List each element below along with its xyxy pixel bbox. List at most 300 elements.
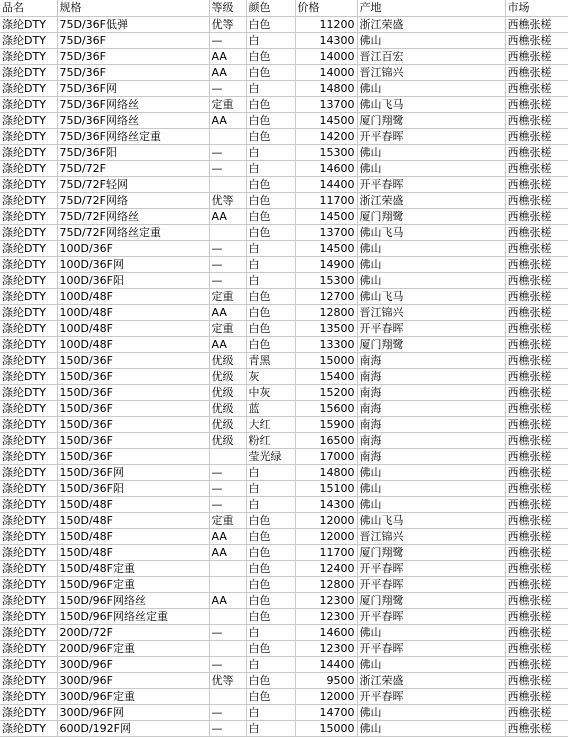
- cell-price: 12000: [295, 528, 357, 544]
- cell-grade: —: [209, 720, 246, 736]
- cell-grade: 定重: [209, 96, 246, 112]
- table-row: [0, 416, 568, 432]
- table-row: [0, 464, 568, 480]
- cell-price: 14400: [295, 176, 357, 192]
- cell-market: 西樵张槎: [505, 384, 568, 400]
- cell-origin: 厦门翔鹭: [357, 208, 505, 224]
- cell-spec: 75D/36F: [57, 48, 209, 64]
- cell-color: 白色: [246, 640, 295, 656]
- header-market: 市场: [505, 0, 568, 16]
- cell-grade: —: [209, 496, 246, 512]
- cell-market: 西樵张槎: [505, 368, 568, 384]
- cell-spec: 100D/36F: [57, 240, 209, 256]
- table-row: [0, 720, 568, 736]
- cell-price: 15000: [295, 720, 357, 736]
- cell-origin: 开平春晖: [357, 560, 505, 576]
- table-row: [0, 560, 568, 576]
- cell-color: 白: [246, 256, 295, 272]
- cell-market: 西樵张槎: [505, 688, 568, 704]
- cell-market: 西樵张槎: [505, 80, 568, 96]
- cell-origin: 开平春晖: [357, 320, 505, 336]
- cell-price: 14600: [295, 624, 357, 640]
- table-row: [0, 544, 568, 560]
- cell-color: 白: [246, 32, 295, 48]
- cell-origin: 佛山: [357, 464, 505, 480]
- cell-color: 白色: [246, 64, 295, 80]
- header-origin: 产地: [357, 0, 505, 16]
- cell-color: 白色: [246, 16, 295, 32]
- table-row: [0, 336, 568, 352]
- cell-spec: 75D/72F网络丝定重: [57, 224, 209, 240]
- table-header-row: [0, 0, 568, 16]
- table-row: [0, 256, 568, 272]
- cell-spec: 600D/192F网: [57, 720, 209, 736]
- cell-spec: 75D/72F网络丝: [57, 208, 209, 224]
- header-grade: 等级: [209, 0, 246, 16]
- cell-price: 15200: [295, 384, 357, 400]
- cell-price: 12300: [295, 608, 357, 624]
- cell-color: 白: [246, 656, 295, 672]
- cell-product-name: 涤纶DTY: [0, 208, 57, 224]
- table-row: [0, 192, 568, 208]
- cell-grade: AA: [209, 64, 246, 80]
- cell-grade: —: [209, 656, 246, 672]
- cell-color: 白色: [246, 224, 295, 240]
- cell-spec: 150D/36F: [57, 352, 209, 368]
- cell-market: 西樵张槎: [505, 144, 568, 160]
- cell-color: 白色: [246, 320, 295, 336]
- cell-product-name: 涤纶DTY: [0, 704, 57, 720]
- cell-product-name: 涤纶DTY: [0, 640, 57, 656]
- cell-origin: 佛山: [357, 720, 505, 736]
- cell-color: 灰: [246, 368, 295, 384]
- cell-spec: 150D/36F: [57, 432, 209, 448]
- cell-origin: 晋江百宏: [357, 48, 505, 64]
- cell-color: 白色: [246, 176, 295, 192]
- table-row: [0, 656, 568, 672]
- cell-price: 11700: [295, 544, 357, 560]
- cell-color: 白色: [246, 688, 295, 704]
- cell-origin: 开平春晖: [357, 176, 505, 192]
- cell-spec: 100D/36F阳: [57, 272, 209, 288]
- table-row: [0, 480, 568, 496]
- cell-product-name: 涤纶DTY: [0, 192, 57, 208]
- cell-origin: 晋江锦兴: [357, 64, 505, 80]
- table-row: [0, 16, 568, 32]
- cell-spec: 150D/36F: [57, 384, 209, 400]
- cell-market: 西樵张槎: [505, 448, 568, 464]
- cell-spec: 300D/96F定重: [57, 688, 209, 704]
- cell-origin: 厦门翔鹭: [357, 112, 505, 128]
- cell-market: 西樵张槎: [505, 512, 568, 528]
- cell-grade: [209, 688, 246, 704]
- cell-price: 14500: [295, 240, 357, 256]
- cell-price: 14800: [295, 80, 357, 96]
- cell-product-name: 涤纶DTY: [0, 368, 57, 384]
- cell-market: 西樵张槎: [505, 224, 568, 240]
- cell-product-name: 涤纶DTY: [0, 432, 57, 448]
- cell-market: 西樵张槎: [505, 400, 568, 416]
- cell-market: 西樵张槎: [505, 128, 568, 144]
- cell-price: 12800: [295, 576, 357, 592]
- cell-origin: 佛山: [357, 704, 505, 720]
- cell-color: 白色: [246, 192, 295, 208]
- cell-color: 白色: [246, 336, 295, 352]
- cell-origin: 南海: [357, 384, 505, 400]
- table-row: [0, 640, 568, 656]
- cell-spec: 100D/48F: [57, 320, 209, 336]
- cell-product-name: 涤纶DTY: [0, 592, 57, 608]
- cell-price: 12400: [295, 560, 357, 576]
- cell-origin: 厦门翔鹭: [357, 592, 505, 608]
- cell-price: 14900: [295, 256, 357, 272]
- cell-market: 西樵张槎: [505, 592, 568, 608]
- cell-origin: 开平春晖: [357, 640, 505, 656]
- cell-product-name: 涤纶DTY: [0, 240, 57, 256]
- cell-origin: 南海: [357, 448, 505, 464]
- cell-grade: AA: [209, 592, 246, 608]
- cell-color: 白色: [246, 608, 295, 624]
- cell-origin: 开平春晖: [357, 608, 505, 624]
- table-row: [0, 512, 568, 528]
- cell-market: 西樵张槎: [505, 176, 568, 192]
- cell-market: 西樵张槎: [505, 560, 568, 576]
- cell-color: 白色: [246, 560, 295, 576]
- cell-grade: [209, 176, 246, 192]
- cell-product-name: 涤纶DTY: [0, 656, 57, 672]
- cell-spec: 75D/36F: [57, 32, 209, 48]
- cell-product-name: 涤纶DTY: [0, 144, 57, 160]
- cell-product-name: 涤纶DTY: [0, 304, 57, 320]
- cell-price: 15100: [295, 480, 357, 496]
- cell-market: 西樵张槎: [505, 480, 568, 496]
- cell-market: 西樵张槎: [505, 272, 568, 288]
- cell-color: 白色: [246, 288, 295, 304]
- header-price: 价格: [295, 0, 357, 16]
- cell-product-name: 涤纶DTY: [0, 80, 57, 96]
- cell-market: 西樵张槎: [505, 240, 568, 256]
- cell-grade: 优等: [209, 672, 246, 688]
- cell-color: 白色: [246, 512, 295, 528]
- cell-grade: AA: [209, 336, 246, 352]
- cell-market: 西樵张槎: [505, 416, 568, 432]
- cell-grade: [209, 224, 246, 240]
- cell-price: 12300: [295, 592, 357, 608]
- cell-spec: 75D/36F: [57, 64, 209, 80]
- cell-product-name: 涤纶DTY: [0, 672, 57, 688]
- cell-spec: 200D/72F: [57, 624, 209, 640]
- cell-market: 西樵张槎: [505, 528, 568, 544]
- cell-market: 西樵张槎: [505, 624, 568, 640]
- cell-color: 青黑: [246, 352, 295, 368]
- cell-color: 白色: [246, 112, 295, 128]
- cell-spec: 100D/48F: [57, 336, 209, 352]
- cell-price: 12800: [295, 304, 357, 320]
- cell-origin: 佛山: [357, 144, 505, 160]
- table-row: [0, 608, 568, 624]
- cell-grade: —: [209, 256, 246, 272]
- cell-grade: [209, 640, 246, 656]
- cell-market: 西樵张槎: [505, 352, 568, 368]
- cell-grade: [209, 448, 246, 464]
- table-row: [0, 208, 568, 224]
- table-row: [0, 528, 568, 544]
- cell-origin: 佛山飞马: [357, 288, 505, 304]
- cell-price: 15300: [295, 144, 357, 160]
- cell-price: 13700: [295, 224, 357, 240]
- cell-origin: 佛山: [357, 32, 505, 48]
- cell-product-name: 涤纶DTY: [0, 16, 57, 32]
- cell-origin: 佛山: [357, 480, 505, 496]
- cell-grade: 优等: [209, 192, 246, 208]
- cell-color: 白色: [246, 544, 295, 560]
- cell-product-name: 涤纶DTY: [0, 608, 57, 624]
- cell-color: 白: [246, 624, 295, 640]
- cell-spec: 150D/36F阳: [57, 480, 209, 496]
- cell-product-name: 涤纶DTY: [0, 496, 57, 512]
- cell-origin: 晋江锦兴: [357, 304, 505, 320]
- cell-grade: —: [209, 272, 246, 288]
- cell-market: 西樵张槎: [505, 16, 568, 32]
- cell-price: 14300: [295, 496, 357, 512]
- cell-price: 13300: [295, 336, 357, 352]
- cell-origin: 佛山: [357, 240, 505, 256]
- cell-grade: 优级: [209, 368, 246, 384]
- cell-grade: AA: [209, 112, 246, 128]
- cell-grade: AA: [209, 528, 246, 544]
- cell-product-name: 涤纶DTY: [0, 448, 57, 464]
- cell-grade: —: [209, 80, 246, 96]
- cell-grade: 优级: [209, 432, 246, 448]
- table-row: [0, 320, 568, 336]
- cell-product-name: 涤纶DTY: [0, 528, 57, 544]
- table-row: [0, 688, 568, 704]
- cell-price: 14300: [295, 32, 357, 48]
- header-spec: 规格: [57, 0, 209, 16]
- table-row: [0, 160, 568, 176]
- cell-color: 白: [246, 240, 295, 256]
- cell-price: 13500: [295, 320, 357, 336]
- cell-origin: 南海: [357, 368, 505, 384]
- cell-product-name: 涤纶DTY: [0, 384, 57, 400]
- cell-spec: 150D/96F网络丝: [57, 592, 209, 608]
- cell-grade: AA: [209, 48, 246, 64]
- cell-market: 西樵张槎: [505, 256, 568, 272]
- cell-color: 粉红: [246, 432, 295, 448]
- header-product-name: 品名: [0, 0, 57, 16]
- table-row: [0, 304, 568, 320]
- cell-market: 西樵张槎: [505, 672, 568, 688]
- table-row: [0, 80, 568, 96]
- cell-price: 14700: [295, 704, 357, 720]
- header-color: 颜色: [246, 0, 295, 16]
- cell-price: 14800: [295, 464, 357, 480]
- cell-color: 白: [246, 272, 295, 288]
- cell-product-name: 涤纶DTY: [0, 272, 57, 288]
- cell-product-name: 涤纶DTY: [0, 96, 57, 112]
- cell-price: 12000: [295, 512, 357, 528]
- cell-product-name: 涤纶DTY: [0, 400, 57, 416]
- cell-grade: —: [209, 160, 246, 176]
- table-row: [0, 624, 568, 640]
- cell-grade: 优级: [209, 352, 246, 368]
- cell-grade: —: [209, 240, 246, 256]
- cell-spec: 75D/36F网络丝: [57, 112, 209, 128]
- cell-market: 西樵张槎: [505, 96, 568, 112]
- cell-market: 西樵张槎: [505, 160, 568, 176]
- cell-color: 白色: [246, 304, 295, 320]
- cell-market: 西樵张槎: [505, 464, 568, 480]
- cell-price: 14500: [295, 208, 357, 224]
- cell-grade: AA: [209, 304, 246, 320]
- cell-spec: 150D/48F: [57, 496, 209, 512]
- cell-color: 中灰: [246, 384, 295, 400]
- cell-spec: 150D/48F: [57, 512, 209, 528]
- cell-market: 西樵张槎: [505, 208, 568, 224]
- cell-origin: 开平春晖: [357, 688, 505, 704]
- cell-product-name: 涤纶DTY: [0, 176, 57, 192]
- cell-market: 西樵张槎: [505, 496, 568, 512]
- cell-product-name: 涤纶DTY: [0, 576, 57, 592]
- cell-color: 莹光绿: [246, 448, 295, 464]
- cell-product-name: 涤纶DTY: [0, 320, 57, 336]
- cell-price: 12300: [295, 640, 357, 656]
- cell-price: 11200: [295, 16, 357, 32]
- cell-color: 蓝: [246, 400, 295, 416]
- table-row: [0, 576, 568, 592]
- cell-product-name: 涤纶DTY: [0, 416, 57, 432]
- cell-grade: —: [209, 624, 246, 640]
- cell-market: 西樵张槎: [505, 544, 568, 560]
- cell-grade: 优等: [209, 16, 246, 32]
- cell-color: 白: [246, 160, 295, 176]
- cell-price: 16500: [295, 432, 357, 448]
- cell-product-name: 涤纶DTY: [0, 288, 57, 304]
- table-row: [0, 672, 568, 688]
- cell-market: 西樵张槎: [505, 336, 568, 352]
- cell-grade: 定重: [209, 320, 246, 336]
- cell-market: 西樵张槎: [505, 720, 568, 736]
- cell-origin: 浙江荣盛: [357, 672, 505, 688]
- cell-spec: 100D/48F: [57, 288, 209, 304]
- cell-grade: 定重: [209, 288, 246, 304]
- cell-origin: 佛山: [357, 624, 505, 640]
- table-row: [0, 128, 568, 144]
- cell-color: 白: [246, 80, 295, 96]
- cell-color: 白色: [246, 128, 295, 144]
- cell-market: 西樵张槎: [505, 304, 568, 320]
- table-row: [0, 704, 568, 720]
- cell-market: 西樵张槎: [505, 48, 568, 64]
- table-row: [0, 240, 568, 256]
- cell-product-name: 涤纶DTY: [0, 480, 57, 496]
- cell-spec: 100D/36F网: [57, 256, 209, 272]
- table-row: [0, 368, 568, 384]
- cell-spec: 150D/36F: [57, 448, 209, 464]
- cell-color: 白色: [246, 592, 295, 608]
- cell-origin: 佛山: [357, 80, 505, 96]
- table-row: [0, 352, 568, 368]
- cell-spec: 150D/36F: [57, 368, 209, 384]
- cell-grade: —: [209, 32, 246, 48]
- cell-price: 15400: [295, 368, 357, 384]
- cell-grade: [209, 576, 246, 592]
- cell-spec: 150D/48F: [57, 528, 209, 544]
- cell-origin: 南海: [357, 432, 505, 448]
- table-row: [0, 48, 568, 64]
- cell-price: 14600: [295, 160, 357, 176]
- cell-origin: 佛山: [357, 160, 505, 176]
- cell-origin: 佛山飞马: [357, 96, 505, 112]
- cell-product-name: 涤纶DTY: [0, 464, 57, 480]
- cell-price: 13700: [295, 96, 357, 112]
- cell-spec: 150D/36F网: [57, 464, 209, 480]
- cell-color: 白色: [246, 672, 295, 688]
- cell-market: 西樵张槎: [505, 640, 568, 656]
- cell-spec: 150D/36F: [57, 400, 209, 416]
- cell-grade: 优级: [209, 400, 246, 416]
- cell-product-name: 涤纶DTY: [0, 720, 57, 736]
- table-row: [0, 592, 568, 608]
- cell-spec: 100D/48F: [57, 304, 209, 320]
- cell-product-name: 涤纶DTY: [0, 688, 57, 704]
- table-row: [0, 112, 568, 128]
- cell-spec: 150D/48F: [57, 544, 209, 560]
- cell-spec: 75D/36F网络丝: [57, 96, 209, 112]
- cell-product-name: 涤纶DTY: [0, 64, 57, 80]
- cell-price: 9500: [295, 672, 357, 688]
- cell-color: 白: [246, 144, 295, 160]
- cell-price: 12000: [295, 688, 357, 704]
- cell-product-name: 涤纶DTY: [0, 160, 57, 176]
- cell-grade: —: [209, 144, 246, 160]
- cell-price: 17000: [295, 448, 357, 464]
- table-row: [0, 288, 568, 304]
- cell-grade: 定重: [209, 512, 246, 528]
- cell-spec: 75D/36F网: [57, 80, 209, 96]
- cell-grade: [209, 608, 246, 624]
- cell-color: 白色: [246, 528, 295, 544]
- cell-price: 14000: [295, 64, 357, 80]
- cell-grade: —: [209, 464, 246, 480]
- cell-product-name: 涤纶DTY: [0, 336, 57, 352]
- cell-market: 西樵张槎: [505, 432, 568, 448]
- table-row: [0, 64, 568, 80]
- cell-grade: AA: [209, 544, 246, 560]
- cell-product-name: 涤纶DTY: [0, 48, 57, 64]
- table-row: [0, 32, 568, 48]
- cell-price: 12700: [295, 288, 357, 304]
- cell-spec: 75D/72F轻网: [57, 176, 209, 192]
- cell-color: 白色: [246, 208, 295, 224]
- cell-spec: 150D/96F定重: [57, 576, 209, 592]
- cell-origin: 开平春晖: [357, 128, 505, 144]
- cell-product-name: 涤纶DTY: [0, 112, 57, 128]
- cell-price: 15000: [295, 352, 357, 368]
- cell-price: 14000: [295, 48, 357, 64]
- cell-origin: 厦门翔鹭: [357, 544, 505, 560]
- table-row: [0, 272, 568, 288]
- cell-market: 西樵张槎: [505, 64, 568, 80]
- cell-product-name: 涤纶DTY: [0, 128, 57, 144]
- cell-origin: 南海: [357, 400, 505, 416]
- cell-spec: 200D/96F定重: [57, 640, 209, 656]
- cell-grade: [209, 128, 246, 144]
- cell-product-name: 涤纶DTY: [0, 624, 57, 640]
- cell-market: 西樵张槎: [505, 576, 568, 592]
- cell-color: 白: [246, 464, 295, 480]
- cell-spec: 75D/36F网络丝定重: [57, 128, 209, 144]
